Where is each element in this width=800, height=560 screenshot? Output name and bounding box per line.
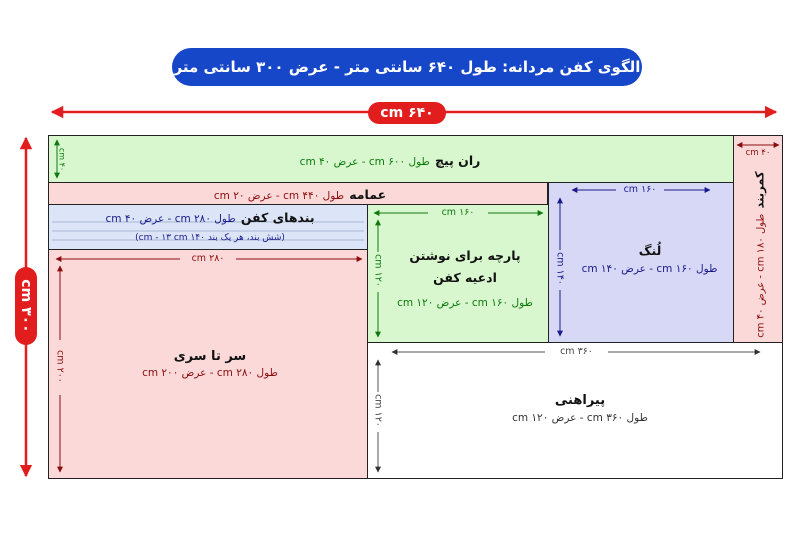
ran-pich-spec: طول ۶۰۰ cm - عرض ۴۰ cm (299, 156, 430, 168)
sar-ta-sari-side-dim: ۲۰۰ cm (54, 350, 66, 383)
sar-ta-sari-name: سر تا سری (173, 349, 247, 364)
parcheh-spec: طول ۱۶۰ cm - عرض ۱۲۰ cm (397, 297, 533, 309)
bandha-note: (شش بند، هر یک بند ۱۴۰ cm - ۱۳ cm) (135, 233, 285, 243)
overall-width-label: ۳۰۰ cm (18, 279, 34, 333)
pirahani-name: پیراهنی (554, 393, 606, 408)
ran-pich-side-dim: ۴۰ cm (57, 147, 67, 172)
pirahani-top-dim: ۳۶۰ cm (560, 346, 593, 357)
parcheh-name-1: پارچه برای نوشتن (409, 248, 521, 263)
bandha-name: بندهای کفن (240, 210, 315, 225)
sar-ta-sari-spec: طول ۲۸۰ cm - عرض ۲۰۰ cm (142, 367, 278, 379)
long-name: لُنگ (638, 243, 662, 258)
parcheh-name-2: ادعیه کفن (433, 270, 497, 285)
bandha-spec: طول ۲۸۰ cm - عرض ۴۰ cm (105, 213, 236, 225)
emameh-label (100, 184, 500, 203)
bandha-label (60, 207, 360, 226)
ran-pich-label (200, 150, 580, 169)
pirahani-spec: طول ۳۶۰ cm - عرض ۱۲۰ cm (512, 412, 648, 424)
ran-pich-name: ران پیچ (435, 153, 481, 168)
long-side-dim: ۱۴۰ cm (554, 252, 566, 285)
parcheh-top-dim: ۱۶۰ cm (441, 207, 475, 218)
title-text: الگوی کفن مردانه: طول ۶۴۰ سانتی متر - عرض ۳۰۰ سانتی متر (173, 58, 641, 76)
kamarband-top-dim: ۴۰ cm (745, 148, 771, 158)
long-top-dim: ۱۶۰ cm (623, 184, 657, 195)
kamarband-label (749, 155, 768, 355)
kamarband-spec: طول ۱۸۰ cm - عرض ۴۰ cm (755, 213, 767, 338)
emameh-spec: طول ۴۴۰ cm - عرض ۲۰ cm (213, 190, 345, 202)
emameh-name: عمامه (349, 187, 387, 202)
overall-length-label: ۶۴۰ cm (380, 105, 434, 121)
pirahani-side-dim: ۱۲۰ cm (372, 394, 384, 427)
kamarband-name: کمربند (752, 171, 767, 209)
parcheh-side-dim: ۱۲۰ cm (372, 254, 384, 287)
long-spec: طول ۱۶۰ cm - عرض ۱۴۰ cm (581, 263, 718, 275)
sar-ta-sari-top-dim: ۲۸۰ cm (191, 253, 225, 264)
